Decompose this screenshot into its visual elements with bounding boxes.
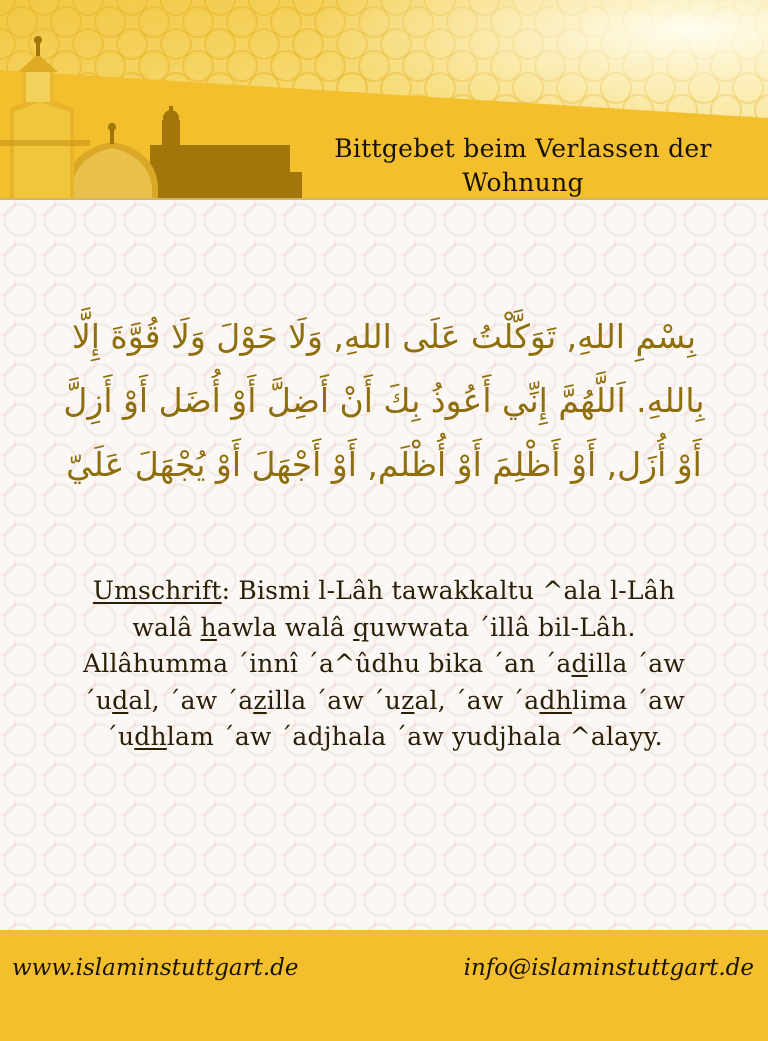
transliteration-underlined-letter: z (401, 685, 415, 715)
transliteration-underlined-letter: q (353, 612, 370, 642)
transliteration-text: illa ´aw ´u (83, 649, 685, 715)
transliteration-text: lima ´aw ´u (105, 685, 685, 751)
transliteration-text: al, ´aw ´a (128, 685, 254, 715)
transliteration-underlined-letter: d (112, 685, 129, 715)
transliteration-text: illa ´aw ´u (266, 685, 402, 715)
footer-bar (0, 930, 768, 1041)
transliteration-underlined-letter: dh (539, 685, 572, 715)
header-banner (0, 0, 768, 200)
transliteration-sep: : (221, 576, 239, 605)
transliteration-underlined-letter: dh (134, 722, 167, 751)
email-link[interactable]: info@islaminstuttgart.de (463, 955, 754, 981)
page-title: Bittgebet beim Verlassen der Wohnung (334, 134, 712, 197)
transliteration-underlined-letter: d (571, 649, 588, 678)
transliteration-paragraph (60, 573, 708, 756)
transliteration-text: al, ´aw ´a (414, 685, 540, 715)
transliteration-text: uwwata ´illâ bil-Lâh. Allâhumma ´innî ´a^ûdhu bika ´an ´a (83, 612, 636, 678)
transliteration-text: lam ´aw ´adjhala ´aw yudjhala ^alayy. (166, 722, 663, 751)
transliteration-text: Bismi l-Lâh tawakkaltu ^ala l-Lâh walâ (132, 576, 676, 642)
transliteration-text: awla walâ (216, 612, 354, 642)
transliteration-underlined-letter: h (200, 612, 217, 642)
transliteration-underlined-letter: z (253, 685, 267, 715)
transliteration-label: Umschrift (92, 576, 222, 605)
website-link[interactable]: www.islaminstuttgart.de (12, 955, 299, 981)
arabic-prayer-text: بِسْمِ اللهِ, تَوَكَّلْتُ عَلَى اللهِ, وَلَا حَوْلَ وَلَا قُوَّةَ إِلَّا بِاللهِ. اَللَّهُمَّ إِنِّي أَعُوذُ بِكَ أَنْ أَضِلَّ أَوْ أُضَل أَوْ أَزِلَّ أَوْ أُزَل, أَوْ أَظْلِمَ أَوْ أُظْلَم, أَوْ أَجْهَلَ أَوْ يُجْهَلَ عَلَيّ (63, 317, 705, 484)
